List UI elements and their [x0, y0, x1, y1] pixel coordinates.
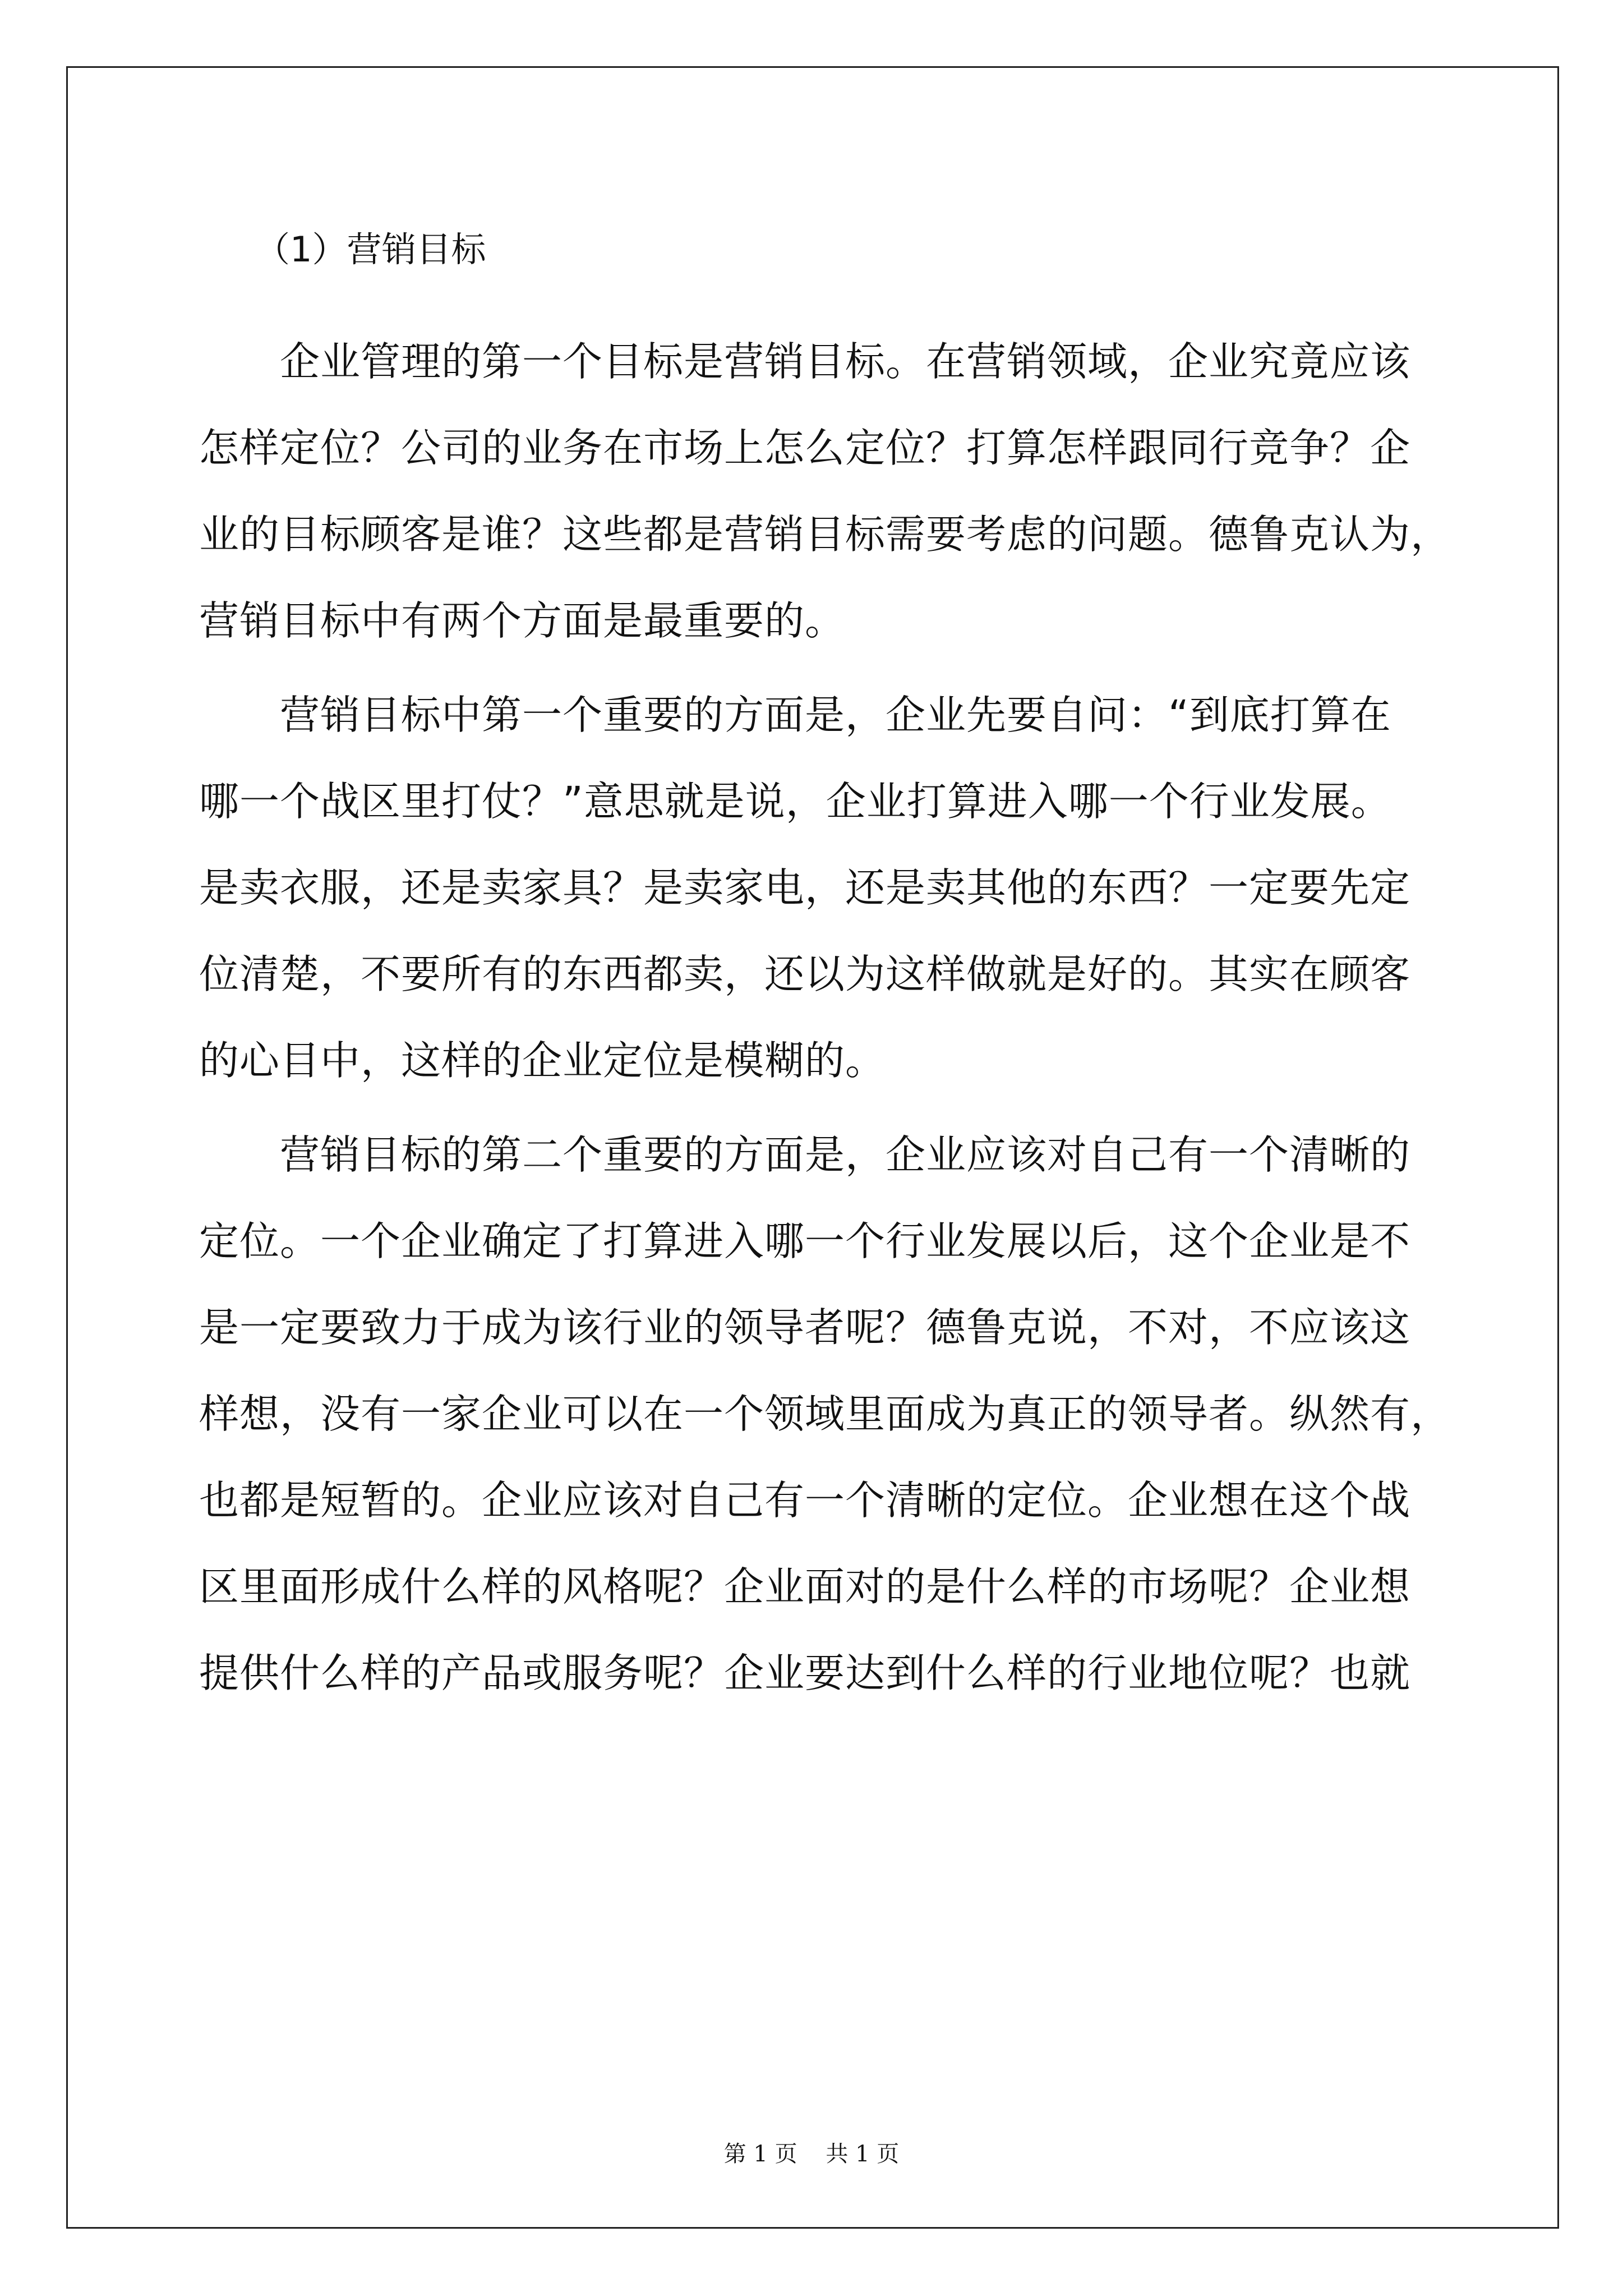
paragraph-line: 是一定要致力于成为该行业的领导者呢？德鲁克说，不对，不应该这 — [199, 1304, 1411, 1351]
paragraph-line: 营销目标中有两个方面是最重要的。 — [199, 597, 846, 644]
paragraph-line: 是卖衣服，还是卖家具？是卖家电，还是卖其他的东西？一定要先定 — [199, 864, 1411, 911]
paragraph-line: 哪一个战区里打仗？”意思就是说，企业打算进入哪一个行业发展。 — [199, 778, 1391, 825]
paragraph-line: 的心目中，这样的企业定位是模糊的。 — [199, 1037, 886, 1084]
page-number-footer: 第 1 页 共 1 页 — [723, 2141, 900, 2167]
paragraph-line: 营销目标的第二个重要的方面是，企业应该对自己有一个清晰的 — [199, 1131, 1411, 1178]
paragraph-line: 业的目标顾客是谁？这些都是营销目标需要考虑的问题。德鲁克认为， — [199, 511, 1451, 558]
paragraph-line: 定位。一个企业确定了打算进入哪一个行业发展以后，这个企业是不 — [199, 1218, 1411, 1264]
section-heading: （1）营销目标 — [255, 229, 486, 270]
paragraph-line: 营销目标中第一个重要的方面是，企业先要自问：“到底打算在 — [199, 692, 1391, 738]
paragraph-line: 提供什么样的产品或服务呢？企业要达到什么样的行业地位呢？也就 — [199, 1650, 1411, 1696]
paragraph-line: 区里面形成什么样的风格呢？企业面对的是什么样的市场呢？企业想 — [199, 1563, 1411, 1610]
paragraph-line: 也都是短暂的。企业应该对自己有一个清晰的定位。企业想在这个战 — [199, 1477, 1411, 1524]
paragraph-line: 企业管理的第一个目标是营销目标。在营销领域，企业究竟应该 — [199, 338, 1411, 385]
paragraph-line: 样想，没有一家企业可以在一个领域里面成为真正的领导者。纵然有， — [199, 1391, 1451, 1437]
paragraph-line: 怎样定位？公司的业务在市场上怎么定位？打算怎样跟同行竞争？企 — [199, 425, 1411, 471]
paragraph-line: 位清楚，不要所有的东西都卖，还以为这样做就是好的。其实在顾客 — [199, 951, 1411, 997]
